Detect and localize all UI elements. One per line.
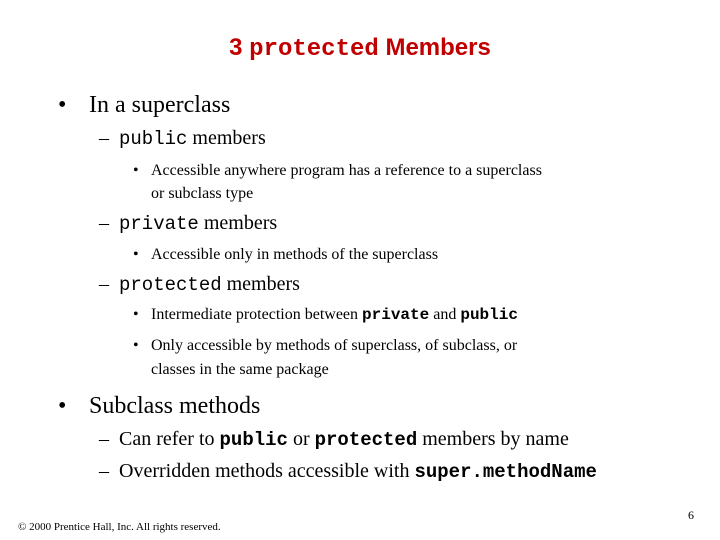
code-private: private: [362, 306, 430, 324]
prot-desc1-text: Intermediate protection between: [151, 306, 363, 323]
title-rest: Members: [385, 34, 491, 61]
code-private: private: [119, 213, 199, 235]
public-desc-line2: or subclass type: [151, 185, 254, 202]
code-public: public: [460, 306, 518, 324]
copyright-footer: © 2000 Prentice Hall, Inc. All rights reserved.: [18, 521, 221, 533]
dash-level2: –: [99, 273, 109, 295]
bullet-private-members: [119, 212, 277, 235]
protected-members-text: members: [221, 273, 300, 295]
protected-desc2-line1: Only accessible by methods of superclass, of subclass, or: [151, 337, 518, 354]
prot-desc1-and: and: [429, 306, 461, 323]
bullet-level3: •: [133, 337, 139, 354]
bullet-level3: •: [133, 162, 139, 179]
bullet-level3: •: [133, 306, 139, 323]
code-protected: protected: [314, 429, 418, 451]
dash-level2: –: [99, 428, 109, 450]
bullet-level1: •: [58, 92, 67, 118]
page-number: 6: [688, 508, 694, 522]
bullet-level1: •: [58, 393, 67, 419]
sub2-text: Overridden methods accessible with: [119, 460, 415, 482]
private-desc: Accessible only in methods of the superclass: [151, 246, 439, 263]
bullet-level3: •: [133, 246, 139, 263]
slide-title: [0, 34, 720, 63]
private-members-text: members: [198, 212, 278, 234]
code-super-methodname: super.methodName: [414, 461, 597, 483]
dash-level2: –: [99, 127, 109, 149]
subclass-item2: [119, 460, 597, 483]
bullet-subclass-methods: Subclass methods: [89, 393, 261, 419]
protected-desc2-line2: classes in the same package: [151, 361, 329, 378]
title-keyword: protected: [249, 36, 379, 63]
code-public: public: [119, 128, 188, 150]
subclass-item1: [119, 428, 569, 451]
bullet-public-members: [119, 127, 266, 150]
dash-level2: –: [99, 460, 109, 482]
sub1-or: or: [287, 428, 315, 450]
code-protected: protected: [119, 274, 222, 296]
bullet-superclass: In a superclass: [89, 92, 231, 118]
public-desc-line1: Accessible anywhere program has a reference to a superclass: [151, 162, 542, 179]
code-public: public: [219, 429, 288, 451]
title-number: 3: [229, 34, 243, 61]
dash-level2: –: [99, 212, 109, 234]
sub1-rest: members by name: [417, 428, 569, 450]
sub1-text: Can refer to: [119, 428, 220, 450]
bullet-protected-members: [119, 273, 300, 296]
public-members-text: members: [187, 127, 266, 149]
protected-desc-line1: [151, 306, 518, 324]
